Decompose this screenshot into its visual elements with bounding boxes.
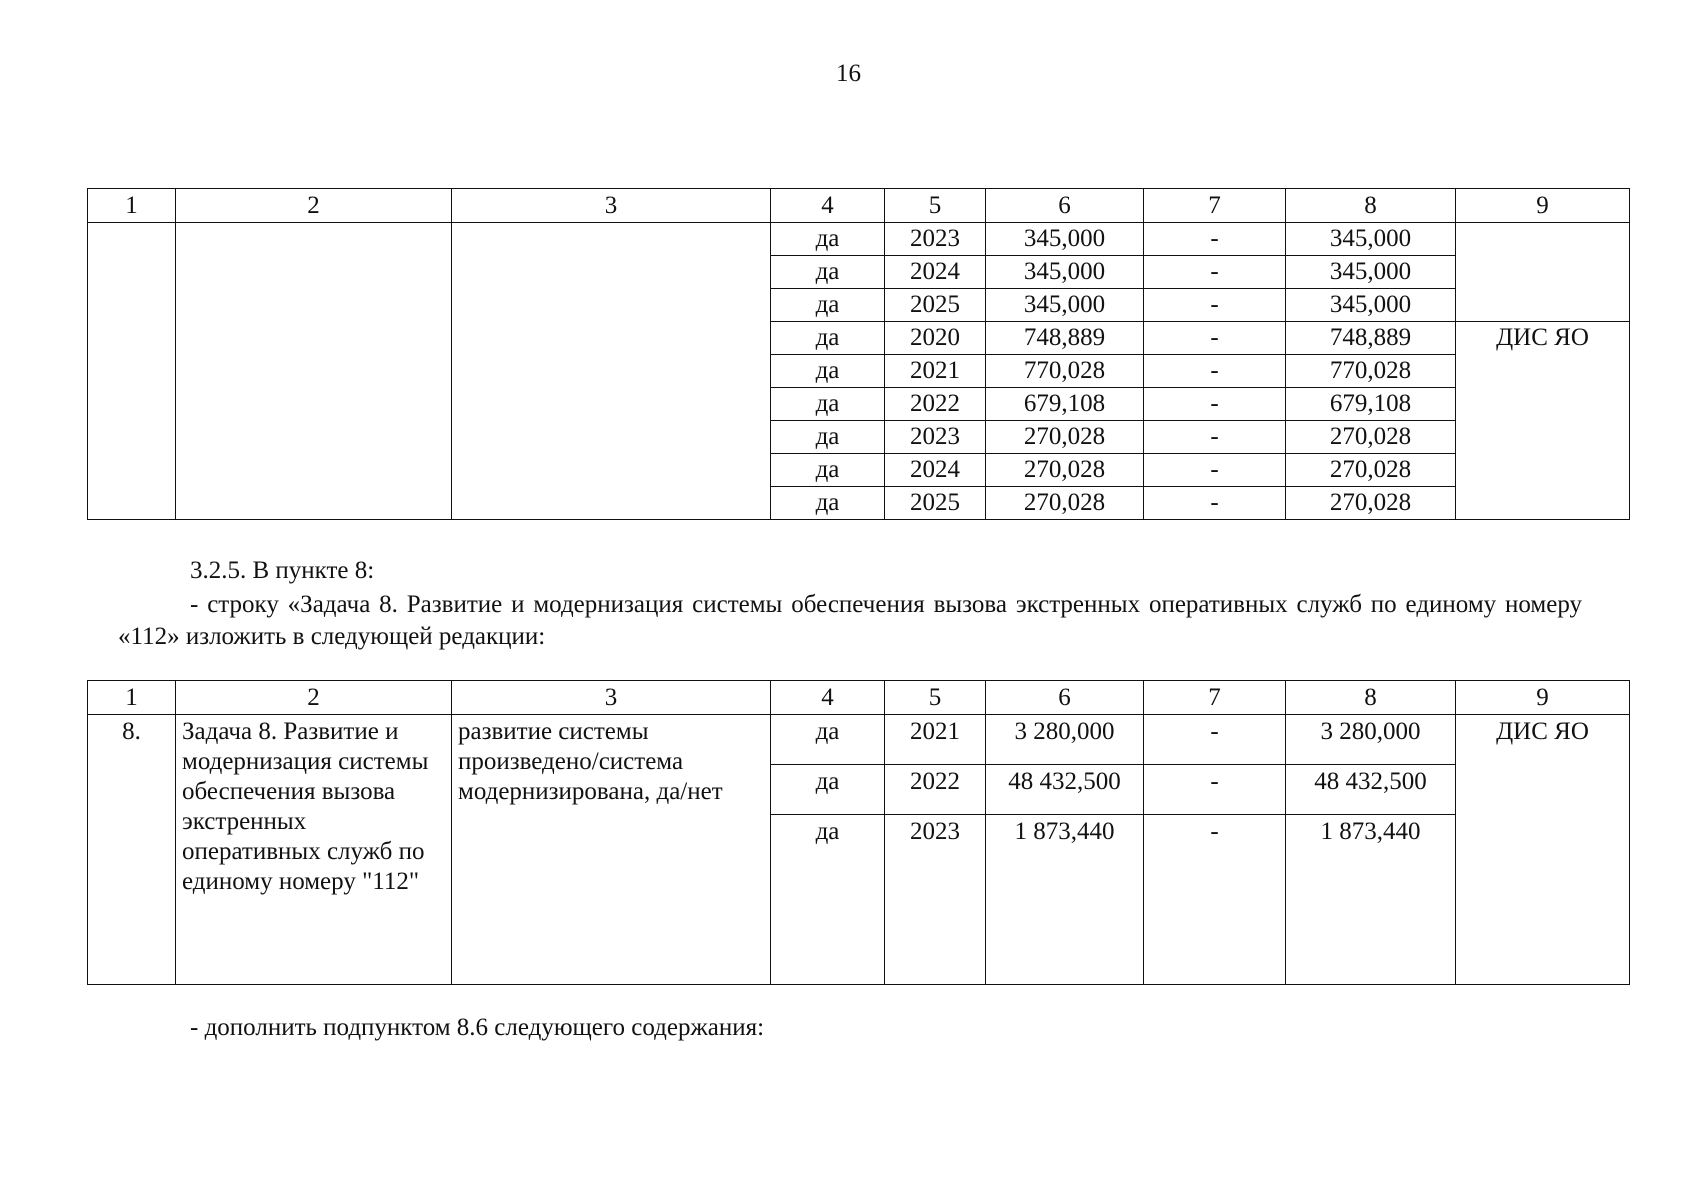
dash-cell: - <box>1144 765 1286 815</box>
column-header: 2 <box>176 189 452 223</box>
year-cell: 2025 <box>885 487 986 520</box>
column-header: 4 <box>771 189 885 223</box>
flag-cell: да <box>771 322 885 355</box>
column-header: 3 <box>452 189 771 223</box>
column-header: 6 <box>986 189 1144 223</box>
amount-cell: 345,000 <box>986 289 1144 322</box>
amount-cell: 770,028 <box>986 355 1144 388</box>
amount-cell: 345,000 <box>986 223 1144 256</box>
amount-cell: 345,000 <box>986 256 1144 289</box>
table-header-row <box>88 681 1630 715</box>
dash-cell: - <box>1144 223 1286 256</box>
flag-cell: да <box>771 355 885 388</box>
year-cell: 2024 <box>885 256 986 289</box>
total-cell: 3 280,000 <box>1286 715 1456 765</box>
dash-cell: - <box>1144 487 1286 520</box>
empty-cell <box>88 223 176 520</box>
flag-cell: да <box>771 765 885 815</box>
table-row <box>88 715 1630 765</box>
year-cell: 2021 <box>885 715 986 765</box>
flag-cell: да <box>771 421 885 454</box>
total-cell: 345,000 <box>1286 256 1456 289</box>
dash-cell: - <box>1144 322 1286 355</box>
empty-cell <box>176 223 452 520</box>
year-cell: 2023 <box>885 421 986 454</box>
column-header: 3 <box>452 681 771 715</box>
flag-cell: да <box>771 223 885 256</box>
year-cell: 2023 <box>885 223 986 256</box>
year-cell: 2024 <box>885 454 986 487</box>
total-cell: 270,028 <box>1286 454 1456 487</box>
instruction-paragraph: - дополнить подпунктом 8.6 следующего содержания: <box>190 1014 765 1041</box>
total-cell: 345,000 <box>1286 289 1456 322</box>
total-cell: 270,028 <box>1286 487 1456 520</box>
dash-cell: - <box>1144 454 1286 487</box>
column-header: 6 <box>986 681 1144 715</box>
row-number-cell: 8. <box>88 715 176 985</box>
year-cell: 2021 <box>885 355 986 388</box>
amount-cell: 1 873,440 <box>986 815 1144 985</box>
flag-cell: да <box>771 454 885 487</box>
total-cell: 48 432,500 <box>1286 765 1456 815</box>
amount-cell: 3 280,000 <box>986 715 1144 765</box>
column-header: 7 <box>1144 189 1286 223</box>
instruction-paragraph: - строку «Задача 8. Развитие и модернизация системы обеспечения вызова экстренных оперативных служб по единому номеру «112» изложить в следующей редакции: <box>118 591 1582 650</box>
responsible-cell: ДИС ЯО <box>1456 715 1630 985</box>
amount-cell: 679,108 <box>986 388 1144 421</box>
amount-cell: 748,889 <box>986 322 1144 355</box>
column-header: 8 <box>1286 681 1456 715</box>
year-cell: 2025 <box>885 289 986 322</box>
amount-cell: 270,028 <box>986 487 1144 520</box>
dash-cell: - <box>1144 388 1286 421</box>
column-header: 9 <box>1456 189 1630 223</box>
dash-cell: - <box>1144 289 1286 322</box>
column-header: 7 <box>1144 681 1286 715</box>
total-cell: 770,028 <box>1286 355 1456 388</box>
year-cell: 2020 <box>885 322 986 355</box>
responsible-cell: ДИС ЯО <box>1456 322 1630 520</box>
table-row <box>88 223 1630 256</box>
amount-cell: 48 432,500 <box>986 765 1144 815</box>
column-header: 1 <box>88 681 176 715</box>
column-header: 8 <box>1286 189 1456 223</box>
column-header: 2 <box>176 681 452 715</box>
flag-cell: да <box>771 388 885 421</box>
dash-cell: - <box>1144 256 1286 289</box>
year-cell: 2022 <box>885 388 986 421</box>
column-header: 1 <box>88 189 176 223</box>
empty-cell <box>452 223 771 520</box>
task-name-cell: Задача 8. Развитие и модернизация системы обеспечения вызова экстренных оперативных служб по единому номеру "112" <box>176 715 452 985</box>
empty-cell <box>1456 223 1630 322</box>
dash-cell: - <box>1144 355 1286 388</box>
amount-cell: 270,028 <box>986 421 1144 454</box>
page-number: 16 <box>836 60 861 87</box>
flag-cell: да <box>771 487 885 520</box>
flag-cell: да <box>771 815 885 985</box>
column-header: 4 <box>771 681 885 715</box>
column-header: 5 <box>885 681 986 715</box>
flag-cell: да <box>771 715 885 765</box>
table-continuation <box>87 188 1630 520</box>
table-header-row <box>88 189 1630 223</box>
indicator-cell: развитие системы произведено/система модернизирована, да/нет <box>452 715 771 985</box>
total-cell: 270,028 <box>1286 421 1456 454</box>
flag-cell: да <box>771 289 885 322</box>
section-heading: 3.2.5. В пункте 8: <box>190 557 375 584</box>
task-8-table <box>87 680 1630 985</box>
total-cell: 748,889 <box>1286 322 1456 355</box>
dash-cell: - <box>1144 715 1286 765</box>
total-cell: 345,000 <box>1286 223 1456 256</box>
dash-cell: - <box>1144 421 1286 454</box>
amount-cell: 270,028 <box>986 454 1144 487</box>
column-header: 9 <box>1456 681 1630 715</box>
flag-cell: да <box>771 256 885 289</box>
total-cell: 679,108 <box>1286 388 1456 421</box>
dash-cell: - <box>1144 815 1286 985</box>
year-cell: 2022 <box>885 765 986 815</box>
total-cell: 1 873,440 <box>1286 815 1456 985</box>
year-cell: 2023 <box>885 815 986 985</box>
column-header: 5 <box>885 189 986 223</box>
